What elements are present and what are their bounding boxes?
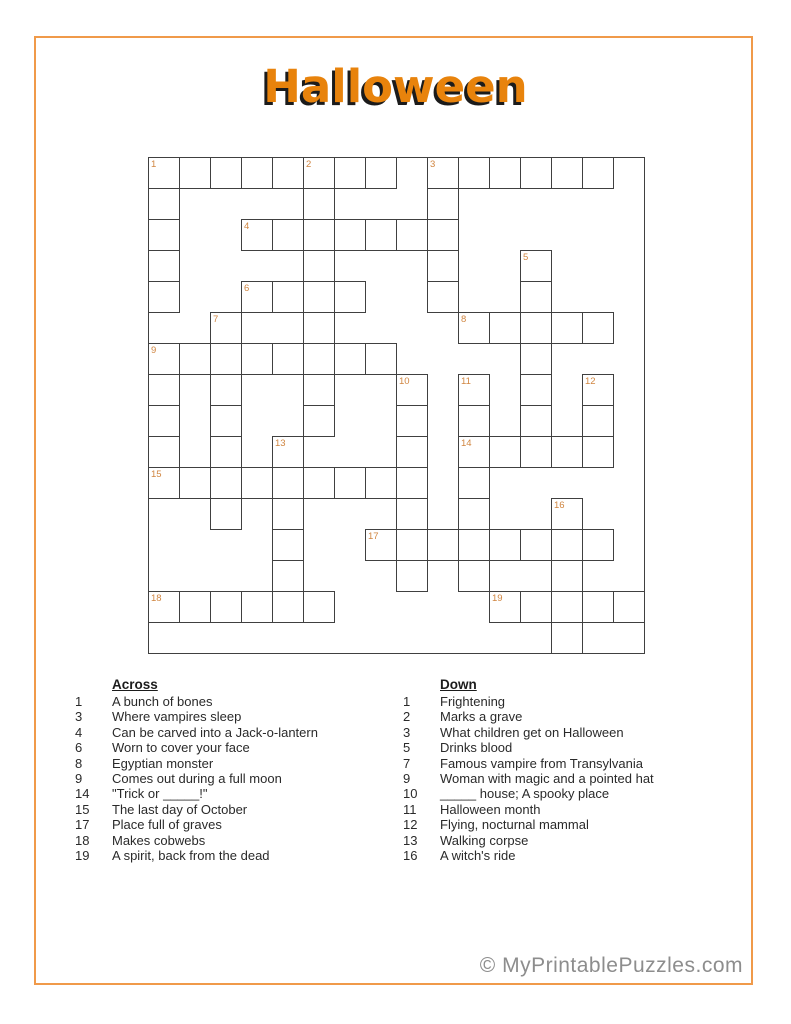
grid-cell: [520, 343, 552, 375]
grid-cell: [272, 467, 304, 499]
grid-cell: [489, 436, 521, 468]
grid-cell: [396, 436, 428, 468]
grid-cell: [334, 467, 366, 499]
grid-cell: [179, 157, 211, 189]
cell-number: 7: [213, 314, 219, 325]
clue-number: 6: [75, 740, 83, 756]
clue-text: _____ house; A spooky place: [440, 786, 610, 802]
grid-cell: [272, 281, 304, 313]
grid-cell: [551, 591, 583, 623]
grid-cell: [272, 560, 304, 592]
grid-cell: [520, 405, 552, 437]
clue-row: [403, 771, 654, 786]
clues-down: [403, 677, 654, 863]
grid-cell: [303, 250, 335, 282]
cell-number: 18: [151, 593, 162, 604]
grid-cell: [427, 250, 459, 282]
grid-cell: [241, 467, 273, 499]
grid-cell: [582, 405, 614, 437]
grid-cell: [365, 529, 397, 561]
grid-cell: [303, 312, 335, 344]
clue-row: [403, 786, 654, 801]
grid-cell: [458, 529, 490, 561]
clue-number: 3: [75, 709, 83, 725]
clue-row: [75, 802, 318, 817]
grid-cell: [241, 343, 273, 375]
grid-cell: [272, 436, 304, 468]
grid-cell: [489, 591, 521, 623]
clue-row: [403, 848, 654, 863]
clue-text: Worn to cover your face: [112, 740, 250, 756]
grid-cell: [272, 219, 304, 251]
cell-number: 19: [492, 593, 503, 604]
grid-cell: [148, 436, 180, 468]
grid-cell: [520, 281, 552, 313]
down-clue-list: [403, 694, 654, 863]
grid-cell: [241, 219, 273, 251]
grid-cell: [272, 343, 304, 375]
clue-number: 19: [75, 847, 90, 863]
grid-cell: [520, 436, 552, 468]
grid-cell: [303, 188, 335, 220]
clue-text: Egyptian monster: [112, 755, 214, 771]
clue-number: 3: [403, 724, 411, 740]
grid-cell: [148, 281, 180, 313]
grid-cell: [210, 498, 242, 530]
cell-number: 1: [151, 159, 157, 170]
grid-cell: [396, 467, 428, 499]
clue-row: [75, 725, 318, 740]
clue-number: 13: [403, 832, 418, 848]
clue-number: 15: [75, 801, 90, 817]
grid-cell: [551, 436, 583, 468]
grid-cell: [148, 467, 180, 499]
clue-number: 5: [403, 740, 411, 756]
cell-number: 10: [399, 376, 410, 387]
grid-cell: [520, 157, 552, 189]
grid-cell: [241, 591, 273, 623]
cell-number: 9: [151, 345, 157, 356]
grid-cell: [551, 529, 583, 561]
clue-text: A witch's ride: [440, 847, 516, 863]
clue-row: [75, 771, 318, 786]
grid-cell: [551, 312, 583, 344]
cell-number: 4: [244, 221, 250, 232]
grid-cell: [427, 281, 459, 313]
clues-across: [75, 677, 318, 863]
puzzle-title: Halloween: [263, 60, 528, 113]
grid-cell: [303, 405, 335, 437]
clue-number: 18: [75, 832, 90, 848]
clue-text: Comes out during a full moon: [112, 770, 282, 786]
cell-number: 11: [461, 376, 471, 387]
clue-row: [403, 709, 654, 724]
clue-number: 2: [403, 709, 411, 725]
grid-cell: [427, 219, 459, 251]
grid-cell: [210, 467, 242, 499]
clue-row: [75, 694, 318, 709]
grid-cell: [582, 157, 614, 189]
cell-number: 12: [585, 376, 596, 387]
clue-row: [75, 848, 318, 863]
clue-row: [403, 756, 654, 771]
grid-cell: [334, 281, 366, 313]
clue-text: Can be carved into a Jack-o-lantern: [112, 724, 318, 740]
clue-number: 9: [403, 770, 411, 786]
clue-text: Famous vampire from Transylvania: [440, 755, 644, 771]
grid-cell: [427, 157, 459, 189]
clue-number: 4: [75, 724, 83, 740]
grid-cell: [613, 591, 645, 623]
grid-cell: [148, 157, 180, 189]
clue-number: 1: [403, 693, 411, 709]
grid-cell: [520, 529, 552, 561]
grid-cell: [334, 219, 366, 251]
cell-number: 5: [523, 252, 529, 263]
grid-cell: [148, 219, 180, 251]
clue-number: 8: [75, 755, 83, 771]
grid-cell: [551, 622, 583, 654]
cell-number: 17: [368, 531, 379, 542]
grid-cell: [458, 374, 490, 406]
clue-row: [403, 725, 654, 740]
grid-cell: [458, 560, 490, 592]
grid-cell: [148, 250, 180, 282]
grid-cell: [303, 157, 335, 189]
clue-row: [75, 833, 318, 848]
grid-cell: [148, 343, 180, 375]
clue-number: 12: [403, 817, 418, 833]
grid-cell: [458, 157, 490, 189]
clue-row: [403, 833, 654, 848]
grid-cell: [551, 498, 583, 530]
grid-cell: [241, 157, 273, 189]
cell-number: 14: [461, 438, 472, 449]
clue-row: [403, 802, 654, 817]
grid-cell: [334, 343, 366, 375]
grid-cell: [148, 405, 180, 437]
site-attribution: © MyPrintablePuzzles.com: [479, 954, 743, 977]
grid-cell: [365, 157, 397, 189]
grid-cell: [396, 374, 428, 406]
grid-cell: [303, 219, 335, 251]
cell-number: 15: [151, 469, 162, 480]
clue-row: [75, 817, 318, 832]
grid-cell: [241, 281, 273, 313]
clue-text: The last day of October: [112, 801, 248, 817]
grid-cell: [210, 343, 242, 375]
grid-cell: [582, 529, 614, 561]
clue-text: Where vampires sleep: [112, 709, 242, 725]
grid-cell: [396, 405, 428, 437]
grid-cell: [210, 405, 242, 437]
cell-number: 13: [275, 438, 286, 449]
clue-number: 7: [403, 755, 411, 771]
down-heading: Down: [440, 677, 477, 692]
across-heading: Across: [112, 677, 158, 692]
clue-text: A spirit, back from the dead: [112, 847, 270, 863]
grid-cell: [396, 560, 428, 592]
grid-cell: [210, 436, 242, 468]
clue-text: Place full of graves: [112, 817, 222, 833]
grid-cell: [272, 529, 304, 561]
grid-cell: [520, 250, 552, 282]
grid-cell: [272, 498, 304, 530]
clue-number: 14: [75, 786, 90, 802]
grid-cell: [551, 157, 583, 189]
cell-number: 16: [554, 500, 565, 511]
grid-cell: [179, 343, 211, 375]
grid-cell: [458, 405, 490, 437]
grid-cell: [272, 591, 304, 623]
grid-cell: [179, 591, 211, 623]
grid-cell: [458, 467, 490, 499]
grid-cell: [551, 560, 583, 592]
grid-cell: [520, 312, 552, 344]
clue-text: Marks a grave: [440, 709, 523, 725]
grid-cell: [303, 343, 335, 375]
clue-number: 9: [75, 770, 83, 786]
grid-cell: [272, 157, 304, 189]
clue-row: [75, 709, 318, 724]
grid-cell: [210, 591, 242, 623]
cell-number: 8: [461, 314, 467, 325]
grid-cell: [582, 374, 614, 406]
clue-number: 16: [403, 847, 418, 863]
clue-text: What children get on Halloween: [440, 724, 624, 740]
clue-row: [75, 756, 318, 771]
grid-cell: [303, 591, 335, 623]
clue-text: Walking corpse: [440, 832, 529, 848]
clue-row: [403, 817, 654, 832]
grid-cell: [396, 529, 428, 561]
cell-number: 2: [306, 159, 312, 170]
clue-text: Makes cobwebs: [112, 832, 206, 848]
grid-cell: [427, 188, 459, 220]
grid-cell: [365, 343, 397, 375]
grid-cell: [148, 591, 180, 623]
cell-number: 6: [244, 283, 250, 294]
grid-cell: [427, 529, 459, 561]
grid-cell: [520, 374, 552, 406]
grid-cell: [458, 498, 490, 530]
grid-cell: [365, 219, 397, 251]
grid-cell: [582, 312, 614, 344]
grid-cell: [179, 467, 211, 499]
grid-cell: [334, 157, 366, 189]
clue-row: [403, 740, 654, 755]
crossword-grid: [148, 157, 645, 654]
grid-cell: [458, 436, 490, 468]
grid-cell: [303, 374, 335, 406]
grid-cell: [582, 591, 614, 623]
across-clue-list: [75, 694, 318, 863]
clue-text: Drinks blood: [440, 740, 513, 756]
grid-cell: [303, 281, 335, 313]
grid-cell: [210, 374, 242, 406]
clue-number: 10: [403, 786, 418, 802]
grid-cell: [148, 374, 180, 406]
clue-text: Halloween month: [440, 801, 541, 817]
grid-cell: [148, 188, 180, 220]
grid-cell: [582, 436, 614, 468]
grid-cell: [489, 157, 521, 189]
clue-row: [403, 694, 654, 709]
clue-text: Frightening: [440, 693, 506, 709]
grid-cell: [489, 529, 521, 561]
clue-number: 17: [75, 817, 90, 833]
grid-cell: [489, 312, 521, 344]
clue-text: A bunch of bones: [112, 693, 213, 709]
clue-row: [75, 786, 318, 801]
grid-cell: [396, 219, 428, 251]
grid-cell: [365, 467, 397, 499]
clue-number: 11: [403, 801, 417, 817]
grid-cell: [458, 312, 490, 344]
clue-text: Woman with magic and a pointed hat: [440, 770, 654, 786]
grid-cell: [396, 498, 428, 530]
cell-number: 3: [430, 159, 436, 170]
clue-number: 1: [75, 693, 83, 709]
grid-cell: [210, 312, 242, 344]
grid-cell: [303, 467, 335, 499]
clue-text: "Trick or _____!": [112, 786, 208, 802]
clue-text: Flying, nocturnal mammal: [440, 817, 589, 833]
grid-cell: [210, 157, 242, 189]
grid-cell: [520, 591, 552, 623]
clue-row: [75, 740, 318, 755]
